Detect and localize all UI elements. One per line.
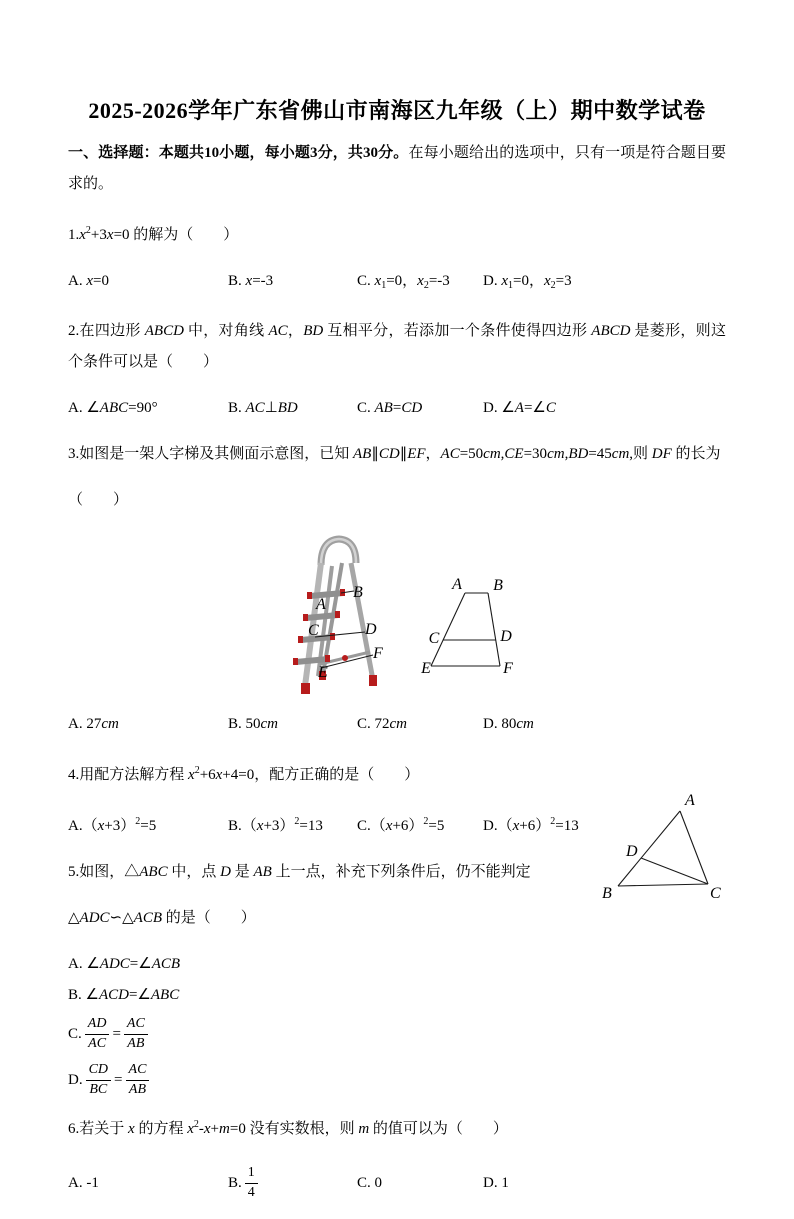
question-2-options [68,393,726,424]
trapezoid-lines [428,593,500,666]
q6-option-c: C. 0 [357,1175,383,1191]
question-6-text: 6.若关于 x 的方程 $x^2-x+m=0$ 没有实数根，则 m 的值可以为（ ） [68,1119,508,1137]
trapezoid-label-d: D [500,628,512,645]
section-intro-rest: 在每小题给出的选项中，只有一项是符合题目要求的。 [68,145,726,192]
question-2-text: 2.在四边形 ABCD 中，对角线 AC，BD 互相平分，若添加一个条件使得四边形 ABCD 是菱形，则这个条件可以是（ ） [68,323,726,370]
q5-option-d: D. $\frac{CD}{BC}$ = $\frac{AC}{AB}$ [68,1057,726,1103]
trapezoid-label-f: F [503,660,513,677]
triangle-label-a: A [685,792,695,809]
trapezoid-label-a: A [452,576,462,593]
q6-option-b: B. 1 4 [228,1160,357,1206]
q4-option-a: $A.(x+3)^2=5$ [68,816,157,834]
stepladder-figure [285,533,397,699]
q3-option-c: C. 72cm [357,716,408,732]
page-title: 2025-2026学年广东省佛山市南海区九年级（上）期中数学试卷 [88,98,706,123]
q2-option-d: D. ∠A=∠C [483,400,556,416]
triangle-label-d: D [626,843,638,860]
trapezoid-label-b: B [493,577,503,594]
q6-option-a: A. -1 [68,1175,99,1191]
question-5-options [68,949,726,1103]
trapezoid-label-e: E [421,660,431,677]
exam-paper-page [0,96,794,1219]
q5-option-c: C. $\frac{AD}{AC}$ = $\frac{AC}{AB}$ [68,1011,726,1057]
q1-option-a: A. x=0 [68,273,109,289]
q1-option-c: C. $x_1=0$，$x_2=-3$ [357,273,450,291]
ladder-label-e: E [318,664,328,681]
question-5-text-line2: △ADC∽△ACB 的是（ ） [68,910,256,926]
question-6-options [68,1160,726,1206]
ladder-label-c: C [308,622,319,639]
question-1-options [68,266,726,301]
q4-option-b: $B.(x+3)^2=13$ [228,816,323,834]
q4-option-d: $D.(x+6)^2=13$ [483,816,579,834]
q2-option-c: C. AB=CD [357,400,423,416]
section-intro [68,138,726,200]
ladder-label-f: F [373,645,383,662]
q2-option-b: B. AC⊥BD [228,400,298,416]
trapezoid-figure [420,565,545,677]
question-3-paren: （ ） [68,492,129,508]
text-column [68,96,726,1206]
question-3-options [68,709,726,740]
triangle-label-c: C [710,885,721,902]
question-4-text: 4.用配方法解方程 $x^2+6x+4=0$，配方正确的是（ ） [68,765,420,783]
ladder-label-d: D [365,621,377,638]
section-intro-bold: 一、选择题：本题共10小题，每小题3分，共30分。 [68,145,409,161]
triangle-label-b: B [602,885,612,902]
q4-option-c: $C.(x+6)^2=5$ [357,816,445,834]
q3-option-b: B. 50cm [228,716,279,732]
question-3-text: 3.如图是一架人字梯及其侧面示意图，已知 AB∥CD∥EF，AC=50cm,CE=30cm,BD=45cm,则 DF 的长为 [68,446,721,462]
q1-option-b: B. x=-3 [228,273,274,289]
q6-option-d: D. 1 [483,1175,509,1191]
q3-option-a: A. 27cm [68,716,119,732]
q1-option-d: D. $x_1=0$，$x_2=3$ [483,273,572,291]
ladder-label-b: B [353,584,363,601]
q5-option-b: B. ∠ACD=∠ABC [68,987,180,1003]
question-1-text: $1.x^2+3x=0$ 的解为（ ） [68,225,239,243]
trapezoid-label-c: C [428,630,440,647]
question-5-text-line1: 5.如图，△ABC 中，点 D 是 AB 上一点，补充下列条件后，仍不能判定 [68,864,531,880]
q5-option-a: A. ∠ADC=∠ACB [68,956,181,972]
question-3-figures [68,531,726,701]
q2-option-a: A. ∠ABC=90° [68,400,158,416]
q3-option-d: D. 80cm [483,716,534,732]
ladder-label-a: A [316,596,326,613]
triangle-figure [592,786,737,908]
